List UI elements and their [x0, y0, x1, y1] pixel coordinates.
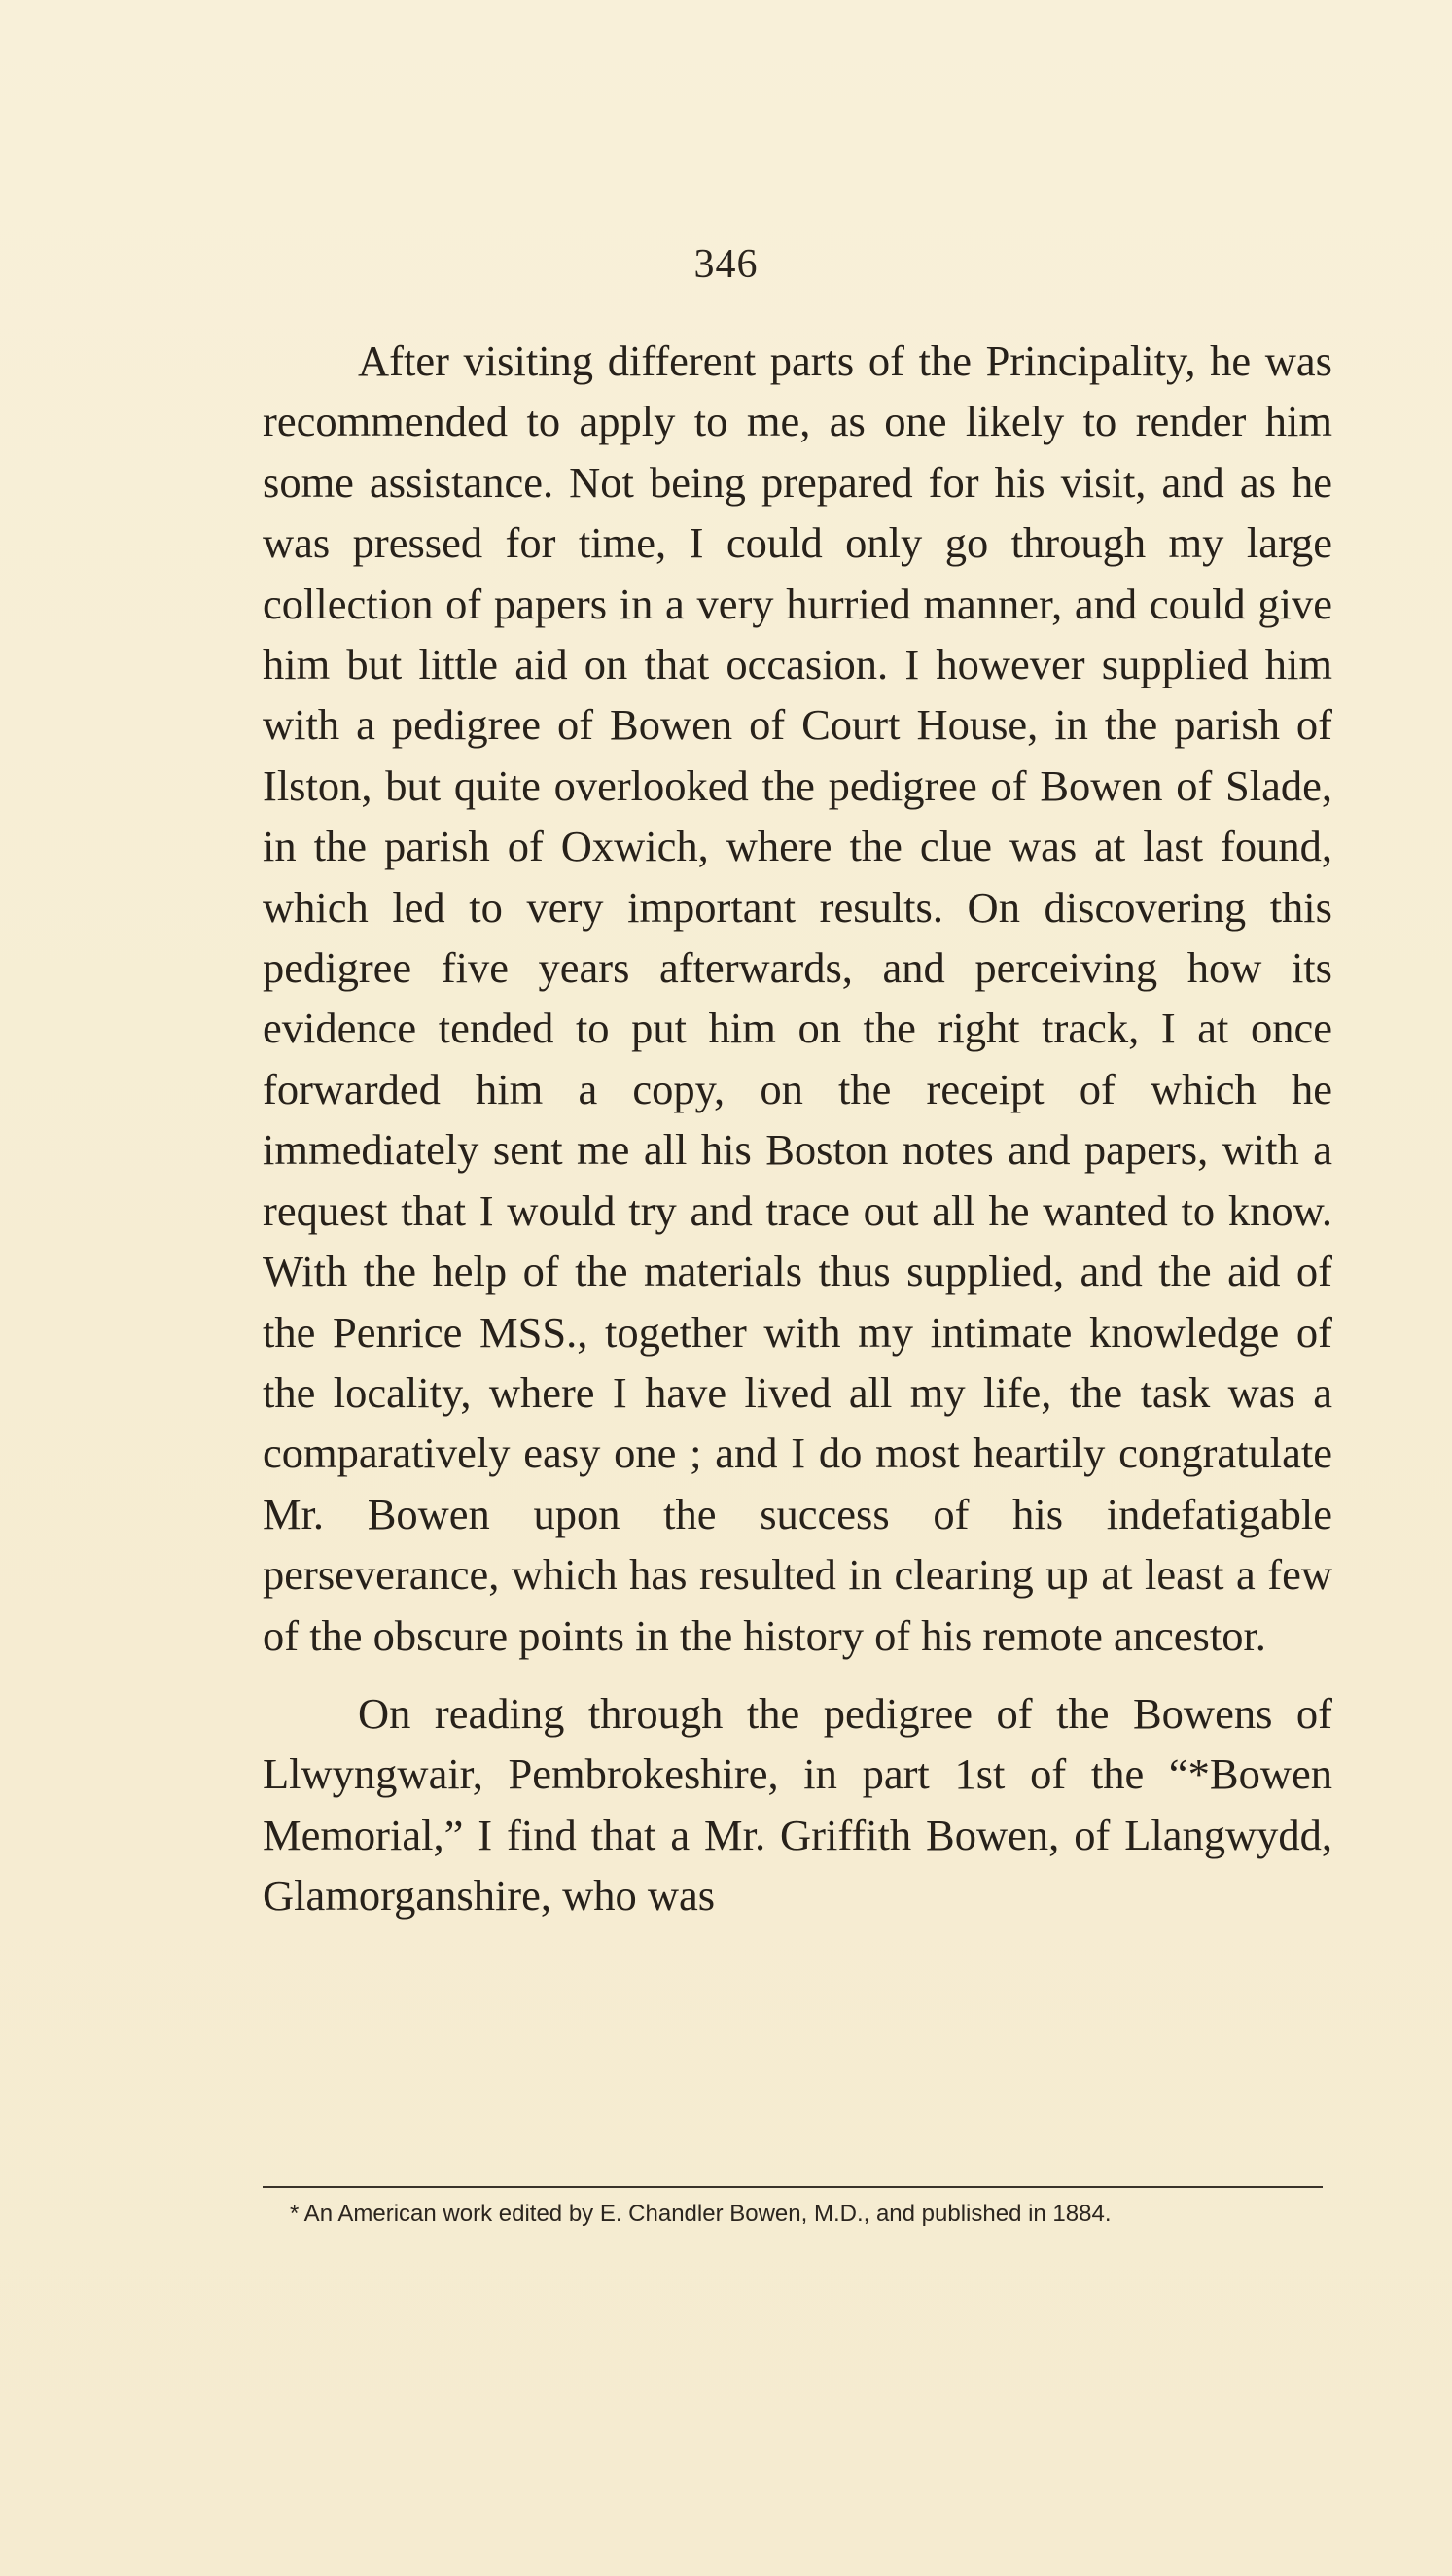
paragraph-1: After visiting different parts of the Principality, he was recommended to apply to me, as one likely to render him some assistance. Not being prepared for his visit, and as he was pressed for time, I could only go through my large collection of papers in a very hurried manner, and could give him but little aid on that occasion. I however supplied him with a pedigree of Bowen of Court House, in the parish of Ilston, but quite overlooked the pedigree of Bowen of Slade, in the parish of Oxwich, where the clue was at last found, which led to very important results. On discovering this pedigree five years afterwards, and perceiving how its evidence tended to put him on the right track, I at once forwarded him a copy, on the receipt of which he immediately sent me all his Boston notes and papers, with a request that I would try and trace out all he wanted to know. With the help of the materials thus supplied, and the aid of the Penrice MSS., together with my intimate knowledge of the locality, where I have lived all my life, the task was a comparatively easy one ; and I do most heartily congratulate Mr. Bowen upon the success of his indefatigable perseverance, which has resulted in clearing up at least a few of the obscure points in the history of his remote ancestor. [263, 336, 1332, 1660]
footnote-divider [263, 2186, 1323, 2188]
footnote: * An American work edited by E. Chandler Bowen, M.D., and published in 1884. [290, 2201, 1112, 2227]
body-text [263, 331, 1332, 1926]
page-number: 346 [693, 242, 759, 287]
paragraph-2: On reading through the pedigree of the Bowens of Llwyngwair, Pembrokeshire, in part 1st of the “*Bowen Memorial,” I find that a Mr. Griffith Bowen, of Llangwydd, Glamorganshire, who was [263, 1688, 1332, 1921]
